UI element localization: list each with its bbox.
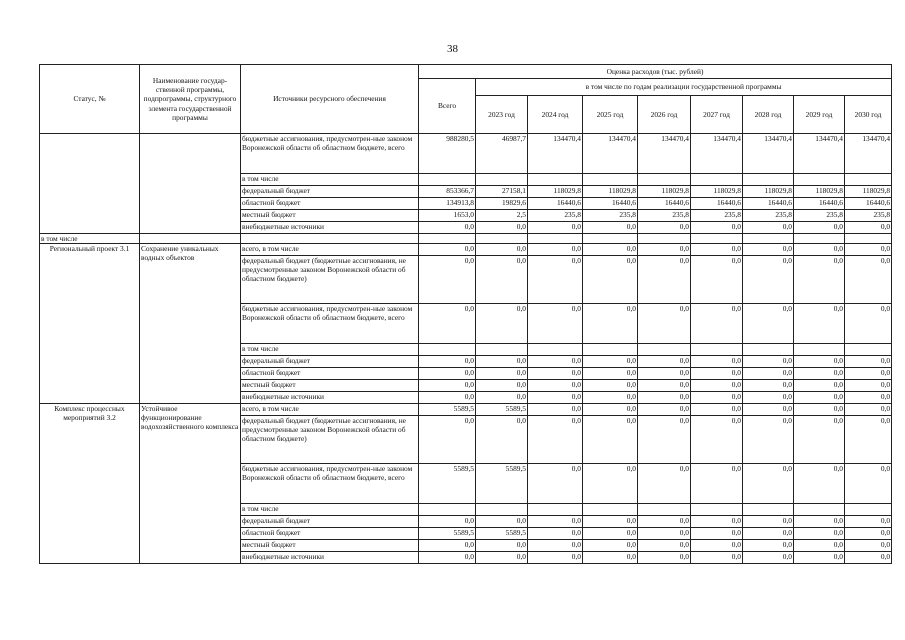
source-cell: внебюджетные источники [241, 552, 419, 564]
source-cell: областной бюджет [241, 368, 419, 380]
year-value-cell: 0,0 [691, 528, 743, 540]
table-row [40, 134, 892, 174]
year-value-cell: 0,0 [794, 380, 845, 392]
total-value-cell: 0,0 [419, 552, 476, 564]
year-value-cell: 0,0 [638, 356, 691, 368]
status-cell: Комплекс процессных мероприятий 3.2 [40, 404, 140, 564]
year-value-cell: 0,0 [691, 464, 743, 504]
source-cell: местный бюджет [241, 380, 419, 392]
year-value-cell: 0,0 [743, 464, 794, 504]
year-value-cell [743, 344, 794, 356]
year-value-cell: 0,0 [743, 528, 794, 540]
total-value-cell [419, 344, 476, 356]
total-value-cell: 134913,8 [419, 198, 476, 210]
year-value-cell: 0,0 [583, 256, 638, 304]
year-value-cell: 0,0 [528, 552, 583, 564]
year-value-cell: 0,0 [638, 392, 691, 404]
total-value-cell: 0,0 [419, 244, 476, 256]
year-value-cell [845, 504, 892, 516]
year-value-cell: 0,0 [638, 552, 691, 564]
year-value-cell [845, 344, 892, 356]
year-value-cell: 0,0 [583, 222, 638, 234]
source-cell: бюджетные ассигнования, предусмотрен-ные законом Воронежской области об областном бюджете, всего [241, 464, 419, 504]
year-value-cell [794, 504, 845, 516]
year-value-cell: 2,5 [476, 210, 528, 222]
table-row [40, 404, 892, 416]
status-cell-empty [40, 134, 140, 234]
total-value-cell: 0,0 [419, 416, 476, 464]
year-value-cell: 16440,6 [638, 198, 691, 210]
year-value-cell: 0,0 [476, 380, 528, 392]
year-value-cell: 0,0 [845, 304, 892, 344]
header-year: 2029 год [794, 96, 845, 134]
empty-cell [845, 234, 892, 244]
year-value-cell [528, 504, 583, 516]
source-cell: всего, в том числе [241, 404, 419, 416]
year-value-cell: 0,0 [691, 380, 743, 392]
year-value-cell: 0,0 [691, 516, 743, 528]
year-value-cell: 235,8 [794, 210, 845, 222]
year-value-cell: 16440,6 [845, 198, 892, 210]
year-value-cell: 0,0 [691, 404, 743, 416]
year-value-cell: 0,0 [583, 516, 638, 528]
year-value-cell: 0,0 [476, 304, 528, 344]
year-value-cell: 0,0 [743, 380, 794, 392]
year-value-cell [691, 174, 743, 186]
element-name-cell: Сохранение уникальных водных объектов [140, 244, 241, 404]
year-value-cell [743, 504, 794, 516]
year-value-cell: 0,0 [691, 416, 743, 464]
total-value-cell: 988280,5 [419, 134, 476, 174]
year-value-cell: 0,0 [583, 380, 638, 392]
year-value-cell [638, 174, 691, 186]
year-value-cell: 0,0 [691, 552, 743, 564]
year-value-cell: 0,0 [528, 368, 583, 380]
year-value-cell: 0,0 [794, 416, 845, 464]
year-value-cell: 134470,4 [638, 134, 691, 174]
year-value-cell: 0,0 [845, 416, 892, 464]
year-value-cell: 235,8 [583, 210, 638, 222]
year-value-cell: 0,0 [691, 244, 743, 256]
year-value-cell: 0,0 [638, 464, 691, 504]
year-value-cell: 0,0 [743, 516, 794, 528]
header-year: 2024 год [528, 96, 583, 134]
year-value-cell: 0,0 [743, 256, 794, 304]
year-value-cell: 0,0 [528, 404, 583, 416]
year-value-cell: 0,0 [794, 516, 845, 528]
year-value-cell: 0,0 [845, 380, 892, 392]
year-value-cell [583, 174, 638, 186]
year-value-cell: 134470,4 [845, 134, 892, 174]
year-value-cell: 0,0 [794, 244, 845, 256]
empty-cell [419, 234, 476, 244]
year-value-cell: 0,0 [794, 540, 845, 552]
year-value-cell: 0,0 [528, 256, 583, 304]
year-value-cell: 16440,6 [583, 198, 638, 210]
empty-cell [743, 234, 794, 244]
total-value-cell: 0,0 [419, 356, 476, 368]
year-value-cell: 235,8 [528, 210, 583, 222]
total-value-cell: 5589,5 [419, 404, 476, 416]
year-value-cell: 0,0 [743, 222, 794, 234]
year-value-cell: 0,0 [794, 552, 845, 564]
year-value-cell [476, 504, 528, 516]
header-year: 2028 год [743, 96, 794, 134]
header-year: 2023 год [476, 96, 528, 134]
year-value-cell: 118029,8 [845, 186, 892, 198]
year-value-cell: 0,0 [528, 516, 583, 528]
expenditure-table [39, 64, 892, 564]
year-value-cell: 0,0 [583, 528, 638, 540]
year-value-cell: 0,0 [476, 552, 528, 564]
element-name-cell-empty [140, 134, 241, 234]
year-value-cell: 0,0 [845, 464, 892, 504]
year-value-cell: 0,0 [743, 552, 794, 564]
year-value-cell: 5589,5 [476, 404, 528, 416]
year-value-cell: 16440,6 [528, 198, 583, 210]
header-total: Всего [419, 79, 476, 134]
source-cell: федеральный бюджет [241, 186, 419, 198]
total-value-cell [419, 504, 476, 516]
header-estimate: Оценка расходов (тыс. рублей) [419, 65, 892, 79]
year-value-cell: 0,0 [583, 404, 638, 416]
year-value-cell: 0,0 [743, 392, 794, 404]
year-value-cell [743, 174, 794, 186]
year-value-cell: 0,0 [528, 540, 583, 552]
year-value-cell: 0,0 [638, 404, 691, 416]
year-value-cell: 0,0 [638, 256, 691, 304]
empty-cell [528, 234, 583, 244]
source-cell: федеральный бюджет (бюджетные ассигнования, не предусмотренные законом Воронежской области об областном бюджете) [241, 256, 419, 304]
empty-cell [476, 234, 528, 244]
year-value-cell [476, 174, 528, 186]
year-value-cell: 0,0 [845, 222, 892, 234]
total-value-cell: 5589,5 [419, 464, 476, 504]
year-value-cell: 0,0 [691, 256, 743, 304]
empty-cell [691, 234, 743, 244]
year-value-cell: 0,0 [845, 528, 892, 540]
source-cell: бюджетные ассигнования, предусмотрен-ные законом Воронежской области об областном бюджете, всего [241, 304, 419, 344]
source-cell: местный бюджет [241, 210, 419, 222]
year-value-cell: 0,0 [794, 392, 845, 404]
year-value-cell: 0,0 [583, 244, 638, 256]
year-value-cell: 0,0 [794, 304, 845, 344]
year-value-cell: 0,0 [845, 404, 892, 416]
year-value-cell: 0,0 [528, 244, 583, 256]
total-value-cell: 0,0 [419, 392, 476, 404]
total-value-cell: 5589,5 [419, 528, 476, 540]
source-cell: федеральный бюджет [241, 356, 419, 368]
year-value-cell [583, 504, 638, 516]
year-value-cell: 27158,1 [476, 186, 528, 198]
year-value-cell: 0,0 [583, 392, 638, 404]
year-value-cell: 118029,8 [638, 186, 691, 198]
year-value-cell: 118029,8 [691, 186, 743, 198]
year-value-cell: 0,0 [794, 356, 845, 368]
year-value-cell: 16440,6 [794, 198, 845, 210]
total-value-cell: 0,0 [419, 368, 476, 380]
year-value-cell: 0,0 [476, 222, 528, 234]
header-name: Наименование государ-ственной программы, подпрограммы, структурного элемента государственной программы [140, 65, 241, 134]
year-value-cell: 16440,6 [691, 198, 743, 210]
year-value-cell: 0,0 [691, 392, 743, 404]
year-value-cell [691, 504, 743, 516]
year-value-cell: 0,0 [794, 368, 845, 380]
year-value-cell: 0,0 [691, 368, 743, 380]
empty-cell [241, 234, 419, 244]
year-value-cell: 118029,8 [583, 186, 638, 198]
header-year: 2027 год [691, 96, 743, 134]
year-value-cell: 0,0 [476, 516, 528, 528]
year-value-cell: 0,0 [528, 304, 583, 344]
source-cell: внебюджетные источники [241, 392, 419, 404]
year-value-cell: 0,0 [691, 304, 743, 344]
source-cell: в том числе [241, 174, 419, 186]
table-row [40, 244, 892, 256]
year-value-cell: 0,0 [845, 244, 892, 256]
year-value-cell: 0,0 [528, 380, 583, 392]
year-value-cell: 0,0 [638, 516, 691, 528]
year-value-cell: 0,0 [691, 222, 743, 234]
year-value-cell [638, 344, 691, 356]
year-value-cell: 0,0 [476, 244, 528, 256]
year-value-cell: 0,0 [845, 516, 892, 528]
year-value-cell: 0,0 [743, 416, 794, 464]
total-value-cell: 1653,0 [419, 210, 476, 222]
year-value-cell: 19829,6 [476, 198, 528, 210]
year-value-cell [528, 344, 583, 356]
year-value-cell: 134470,4 [794, 134, 845, 174]
year-value-cell: 0,0 [528, 464, 583, 504]
header-sources: Источники ресурсного обеспечения [241, 65, 419, 134]
empty-cell [638, 234, 691, 244]
element-name-cell: Устойчивое функционирование водохозяйственного комплекса [140, 404, 241, 564]
year-value-cell: 0,0 [743, 304, 794, 344]
total-value-cell [419, 174, 476, 186]
year-value-cell: 0,0 [638, 304, 691, 344]
year-value-cell: 0,0 [583, 416, 638, 464]
total-value-cell: 0,0 [419, 256, 476, 304]
year-value-cell: 0,0 [476, 416, 528, 464]
year-value-cell: 0,0 [845, 540, 892, 552]
page-number: 38 [447, 43, 458, 55]
year-value-cell: 46987,7 [476, 134, 528, 174]
year-value-cell: 118029,8 [794, 186, 845, 198]
total-value-cell: 853366,7 [419, 186, 476, 198]
year-value-cell: 0,0 [528, 222, 583, 234]
header-year: 2026 год [638, 96, 691, 134]
including-label: в том числе [40, 234, 140, 244]
total-value-cell: 0,0 [419, 222, 476, 234]
source-cell: в том числе [241, 504, 419, 516]
year-value-cell: 0,0 [743, 368, 794, 380]
year-value-cell: 0,0 [638, 244, 691, 256]
year-value-cell: 0,0 [743, 404, 794, 416]
empty-cell [794, 234, 845, 244]
year-value-cell: 0,0 [583, 552, 638, 564]
year-value-cell: 134470,4 [583, 134, 638, 174]
year-value-cell: 0,0 [476, 356, 528, 368]
year-value-cell: 0,0 [638, 416, 691, 464]
year-value-cell: 134470,4 [743, 134, 794, 174]
including-row [40, 234, 892, 244]
year-value-cell: 0,0 [743, 244, 794, 256]
status-cell: Региональный проект 3.1 [40, 244, 140, 404]
year-value-cell: 0,0 [845, 392, 892, 404]
year-value-cell: 0,0 [638, 222, 691, 234]
source-cell: в том числе [241, 344, 419, 356]
source-cell: всего, в том числе [241, 244, 419, 256]
total-value-cell: 0,0 [419, 516, 476, 528]
year-value-cell: 0,0 [845, 356, 892, 368]
year-value-cell: 0,0 [794, 256, 845, 304]
year-value-cell: 0,0 [583, 356, 638, 368]
year-value-cell: 0,0 [691, 356, 743, 368]
source-cell: местный бюджет [241, 540, 419, 552]
total-value-cell: 0,0 [419, 380, 476, 392]
year-value-cell [794, 174, 845, 186]
year-value-cell: 0,0 [638, 380, 691, 392]
year-value-cell: 0,0 [583, 368, 638, 380]
source-cell: областной бюджет [241, 528, 419, 540]
year-value-cell: 118029,8 [743, 186, 794, 198]
year-value-cell: 235,8 [638, 210, 691, 222]
year-value-cell: 0,0 [691, 540, 743, 552]
year-value-cell: 0,0 [794, 222, 845, 234]
header-status: Статус, № [40, 65, 140, 134]
source-cell: бюджетные ассигнования, предусмотрен-ные законом Воронежской области об областном бюджете, всего [241, 134, 419, 174]
empty-cell [140, 234, 241, 244]
year-value-cell: 118029,8 [528, 186, 583, 198]
header-year: 2025 год [583, 96, 638, 134]
year-value-cell: 5589,5 [476, 464, 528, 504]
year-value-cell: 0,0 [845, 552, 892, 564]
year-value-cell: 0,0 [528, 356, 583, 368]
year-value-cell [528, 174, 583, 186]
year-value-cell: 0,0 [583, 540, 638, 552]
year-value-cell: 0,0 [845, 368, 892, 380]
source-cell: областной бюджет [241, 198, 419, 210]
year-value-cell [583, 344, 638, 356]
year-value-cell: 0,0 [583, 464, 638, 504]
year-value-cell: 0,0 [476, 540, 528, 552]
year-value-cell: 235,8 [743, 210, 794, 222]
year-value-cell: 0,0 [528, 528, 583, 540]
source-cell: федеральный бюджет (бюджетные ассигнования, не предусмотренные законом Воронежской области об областном бюджете) [241, 416, 419, 464]
year-value-cell: 235,8 [691, 210, 743, 222]
total-value-cell: 0,0 [419, 540, 476, 552]
year-value-cell: 0,0 [794, 528, 845, 540]
year-value-cell [476, 344, 528, 356]
year-value-cell: 0,0 [528, 392, 583, 404]
year-value-cell: 5589,5 [476, 528, 528, 540]
year-value-cell: 16440,6 [743, 198, 794, 210]
year-value-cell: 0,0 [476, 368, 528, 380]
year-value-cell: 235,8 [845, 210, 892, 222]
year-value-cell [845, 174, 892, 186]
year-value-cell: 0,0 [638, 368, 691, 380]
year-value-cell: 134470,4 [691, 134, 743, 174]
empty-cell [583, 234, 638, 244]
year-value-cell: 0,0 [845, 256, 892, 304]
year-value-cell: 0,0 [743, 356, 794, 368]
year-value-cell: 0,0 [476, 392, 528, 404]
year-value-cell: 0,0 [638, 528, 691, 540]
year-value-cell [794, 344, 845, 356]
year-value-cell: 0,0 [743, 540, 794, 552]
year-value-cell: 0,0 [794, 464, 845, 504]
year-value-cell: 0,0 [583, 304, 638, 344]
year-value-cell [638, 504, 691, 516]
source-cell: внебюджетные источники [241, 222, 419, 234]
header-by-years: в том числе по годам реализации государственной программы [476, 79, 892, 96]
source-cell: федеральный бюджет [241, 516, 419, 528]
year-value-cell: 0,0 [528, 416, 583, 464]
year-value-cell [691, 344, 743, 356]
year-value-cell: 134470,4 [528, 134, 583, 174]
year-value-cell: 0,0 [794, 404, 845, 416]
year-value-cell: 0,0 [638, 540, 691, 552]
total-value-cell: 0,0 [419, 304, 476, 344]
year-value-cell: 0,0 [476, 256, 528, 304]
header-year: 2030 год [845, 96, 892, 134]
